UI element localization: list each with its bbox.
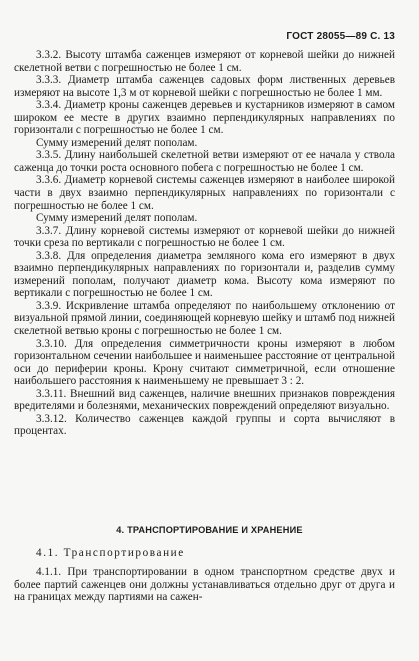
paragraph-3-3-5: 3.3.5. Длину наибольшей скелетной ветви измеряют от ее начала у ствола саженца до точки роста основного побега с погрешностью не более 1 см. bbox=[14, 149, 395, 174]
paragraph-3-3-10: 3.3.10. Для определения симметричности кроны измеряют в любом горизонтальном сечении наибольшее и наименьшее расстояние от центральной оси до периферии кроны. Крону считают симметричной, если отношение наибольшего расстояния к наименьшему не превышает 3 : 2. bbox=[14, 337, 395, 388]
paragraph-3-3-11: 3.3.11. Внешний вид саженцев, наличие внешних признаков повреждения вредителями и болезнями, механических повреждений определяют визуально. bbox=[14, 387, 395, 413]
body-text bbox=[14, 49, 395, 438]
tail-text bbox=[14, 566, 395, 604]
paragraph-3-3-8: 3.3.8. Для определения диаметра земляного кома его измеряют в двух взаимно перпендикулярных направлениях по горизонтали и, разделив сумму измерений пополам, получают диаметр кома. Высоту кома измеряют по вертикали с погрешностью не более 1 см. bbox=[14, 249, 395, 300]
paragraph-sum-note: Сумму измерений делят пополам. bbox=[36, 212, 198, 225]
paragraph-3-3-3: 3.3.3. Диаметр штамба саженцев садовых форм лиственных деревьев измеряют на высоте 1,3 м от корневой шейки с погрешностью не более 1 мм. bbox=[14, 74, 395, 99]
paragraph-sum-note: Сумму измерений делят пополам. bbox=[36, 136, 198, 149]
subsection-title: 4.1. Транспортирование bbox=[36, 547, 185, 559]
paragraph-3-3-12: 3.3.12. Количество саженцев каждой группы и сорта вычисляют в процентах. bbox=[14, 412, 395, 438]
paragraph-4-1-1: 4.1.1. При транспортировании в одном транспортном средстве двух и более партий саженцев они должны устанавливаться отдельно друг от друга и на границах между партиями на сажен- bbox=[14, 566, 395, 604]
paragraph-3-3-9: 3.3.9. Искривление штамба определяют по наибольшему отклонению от визуальной прямой линии, соединяющей корневую шейку и штамб под нижней скелетной ветвью кроны с погрешностью не более 1 см. bbox=[14, 299, 395, 338]
paragraph-3-3-7: 3.3.7. Длину корневой системы измеряют от корневой шейки до нижней точки среза по вертикали с погрешностью не более 1 см. bbox=[14, 224, 395, 250]
paragraph-3-3-2: 3.3.2. Высоту штамба саженцев измеряют от корневой шейки до нижней скелетной ветви с погрешностью не более 1 см. bbox=[14, 49, 395, 74]
paragraph-3-3-6: 3.3.6. Диаметр корневой системы саженцев измеряют в наиболее широкой части в двух взаимно перпендикулярных направлениях по горизонтали с погрешностью не более 1 см. bbox=[14, 174, 395, 212]
paragraph-3-3-4: 3.3.4. Диаметр кроны саженцев деревьев и кустарников измеряют в самом широком ее месте в других взаимно перпендикулярных направлениях по горизонтали с погрешностью не более 1 см. bbox=[14, 99, 395, 137]
running-head: ГОСТ 28055—89 С. 13 bbox=[286, 31, 395, 42]
section-title: 4. ТРАНСПОРТИРОВАНИЕ И ХРАНЕНИЕ bbox=[116, 525, 303, 535]
